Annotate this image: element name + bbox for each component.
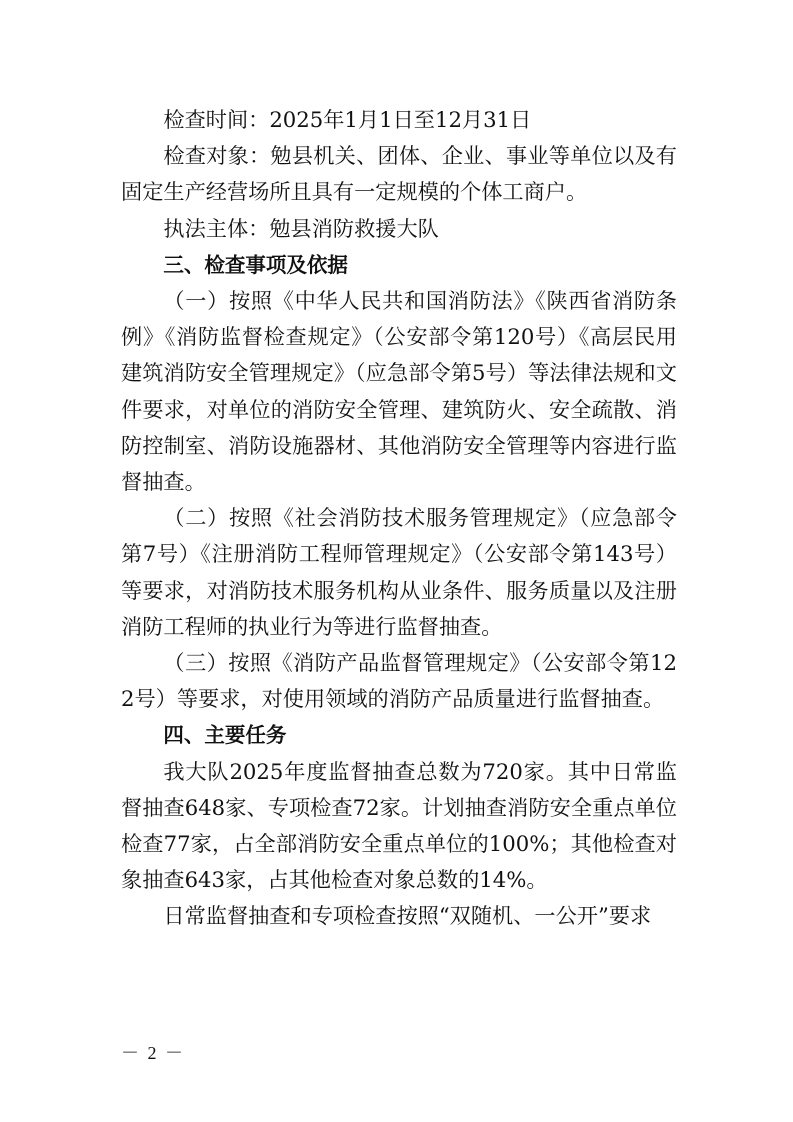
paragraph-enforcement-body: 执法主体：勉县消防救援大队 (163, 215, 439, 241)
paragraph-item-2: （二）按照《社会消防技术服务管理规定》（应急部令第7号）《注册消防工程师管理规定》（公安部令第143号）等要求，对消防技术服务机构从业条件、服务质量以及注册消防工程师的执业行为等进行监督抽查。 (121, 505, 677, 639)
section-heading-main-tasks: 四、主要任务 (163, 723, 287, 748)
paragraph-inspection-time: 检查时间：2025年1月1日至12月31日 (163, 107, 532, 132)
paragraph-task-summary: 我大队2025年度监督抽查总数为720家。其中日常监督抽查648家、专项检查72家。计划抽查消防安全重点单位检查77家，占全部消防安全重点单位的100%；其他检查对象抽查643家，占其他检查对象总数的14%。 (121, 758, 677, 893)
page-number: － 2 － (121, 1043, 185, 1063)
paragraph-task-method: 日常监督抽查和专项检查按照“双随机、一公开”要求 (163, 903, 652, 929)
paragraph-item-1: （一）按照《中华人民共和国消防法》《陕西省消防条例》《消防监督检查规定》（公安部令第120号）《高层民用建筑消防安全管理规定》（应急部令第5号）等法律法规和文件要求，对单位的消防安全管理、建筑防火、安全疏散、消防控制室、消防设施器材、其他消防安全管理等内容进行监督抽查。 (121, 288, 677, 495)
paragraph-item-3: （三）按照《消防产品监督管理规定》（公安部令第122号）等要求，对使用领域的消防产品质量进行监督抽查。 (121, 650, 677, 712)
section-heading-inspection-items: 三、检查事项及依据 (163, 252, 348, 277)
paragraph-inspection-target: 检查对象：勉县机关、团体、企业、事业等单位以及有固定生产经营场所且具有一定规模的个体工商户。 (121, 143, 677, 205)
document-body (121, 102, 677, 935)
